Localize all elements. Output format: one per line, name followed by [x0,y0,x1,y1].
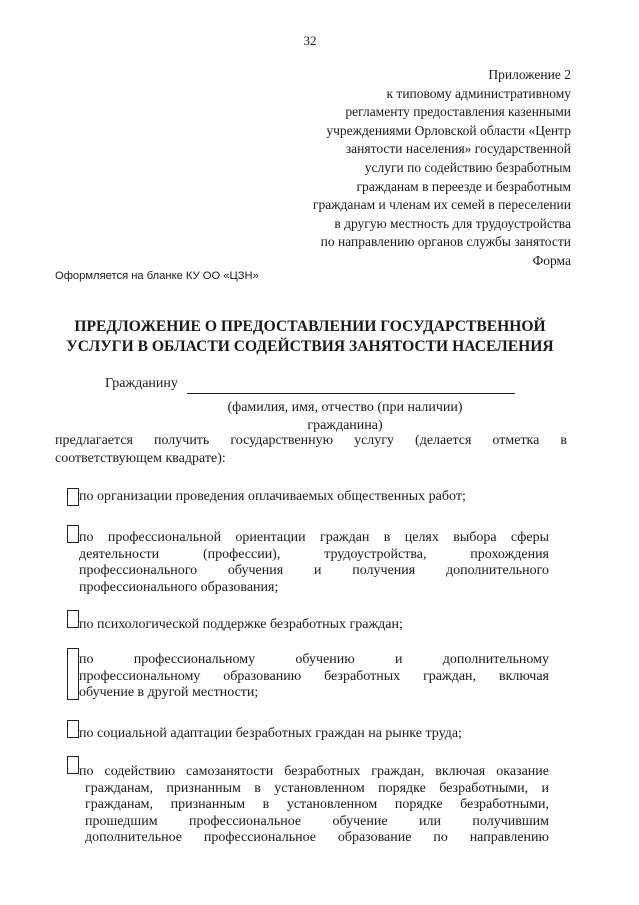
option-line: обучение в другой местности; [79,685,259,701]
option-line: профессиональному образованию безработных граждан, включая [79,668,549,684]
option-checkbox-vocational-training[interactable] [67,648,79,700]
option-line: гражданам, признанным в установленном порядке безработными, и [85,780,549,796]
option-checkbox-career-guidance[interactable] [67,525,79,543]
option-public-works [79,489,549,506]
option-self-employment [79,764,549,847]
appendix-block [313,66,571,271]
title-line: УСЛУГИ В ОБЛАСТИ СОДЕЙСТВИЯ ЗАНЯТОСТИ НАСЕЛЕНИЯ [66,338,554,355]
appendix-form-label: Форма [532,252,571,268]
appendix-line: гражданам в переезде и безработным [356,178,571,194]
appendix-line: занятости населения» государственной [345,141,571,157]
option-vocational-training [79,652,549,702]
blank-note: Оформляется на бланке КУ ОО «ЦЗН» [55,270,259,282]
appendix-line: Приложение 2 [488,67,571,82]
citizen-name-field[interactable] [187,393,515,394]
appendix-line: регламенту предоставления казенными [345,104,571,120]
appendix-line: в другую местность для трудоустройства [334,215,571,231]
option-line: по профессиональной ориентации граждан в целях выбора сферы [79,530,549,545]
fio-hint-line: гражданина) [307,418,383,433]
appendix-line: учреждениями Орловской области «Центр [326,122,571,138]
option-checkbox-psychological-support[interactable] [67,610,79,628]
intro-line: соответствующем квадрате): [55,451,226,466]
option-line: гражданам, признанным в установленном порядке безработными, [85,797,549,813]
fio-hint [215,399,475,435]
option-line: деятельности (профессии), трудоустройства, прохождения [79,546,549,562]
option-checkbox-self-employment[interactable] [67,756,79,774]
option-checkbox-social-adaptation[interactable] [67,720,79,738]
option-line: прошедшим профессиональное обучение или получившим [85,813,549,829]
title-line: ПРЕДЛОЖЕНИЕ О ПРЕДОСТАВЛЕНИИ ГОСУДАРСТВЕННОЙ [74,318,546,335]
option-line: по психологической поддержке безработных граждан; [79,617,403,632]
document-title [0,317,620,357]
option-line: по организации проведения оплачиваемых общественных работ; [79,489,466,504]
option-checkbox-public-works[interactable] [67,488,79,506]
option-line: по социальной адаптации безработных граждан на рынке труда; [79,726,462,741]
appendix-line: услуги по содействию безработным [364,159,571,175]
citizen-label: Гражданину [105,376,178,391]
option-line: по профессиональному обучению и дополнительному [79,652,549,667]
option-social-adaptation [79,726,549,743]
option-psychological-support [79,617,549,634]
fio-hint-line: (фамилия, имя, отчество (при наличии) [227,400,463,415]
option-career-guidance [79,530,549,596]
appendix-line: по направлению органов службы занятости [320,234,571,250]
option-line: профессионального обучения и получения дополнительного [79,563,549,579]
appendix-line: к типовому административному [386,85,571,101]
option-line: дополнительное профессиональное образование по направлению [85,830,549,846]
option-line: профессионального образования; [79,579,279,595]
appendix-line: гражданам и членам их семей в переселении [312,197,571,213]
page-number: 32 [303,33,317,48]
option-line: по содействию самозанятости безработных граждан, включая оказание [79,764,549,779]
intro-line: предлагается получить государственную услугу (делается отметка в [55,433,567,448]
